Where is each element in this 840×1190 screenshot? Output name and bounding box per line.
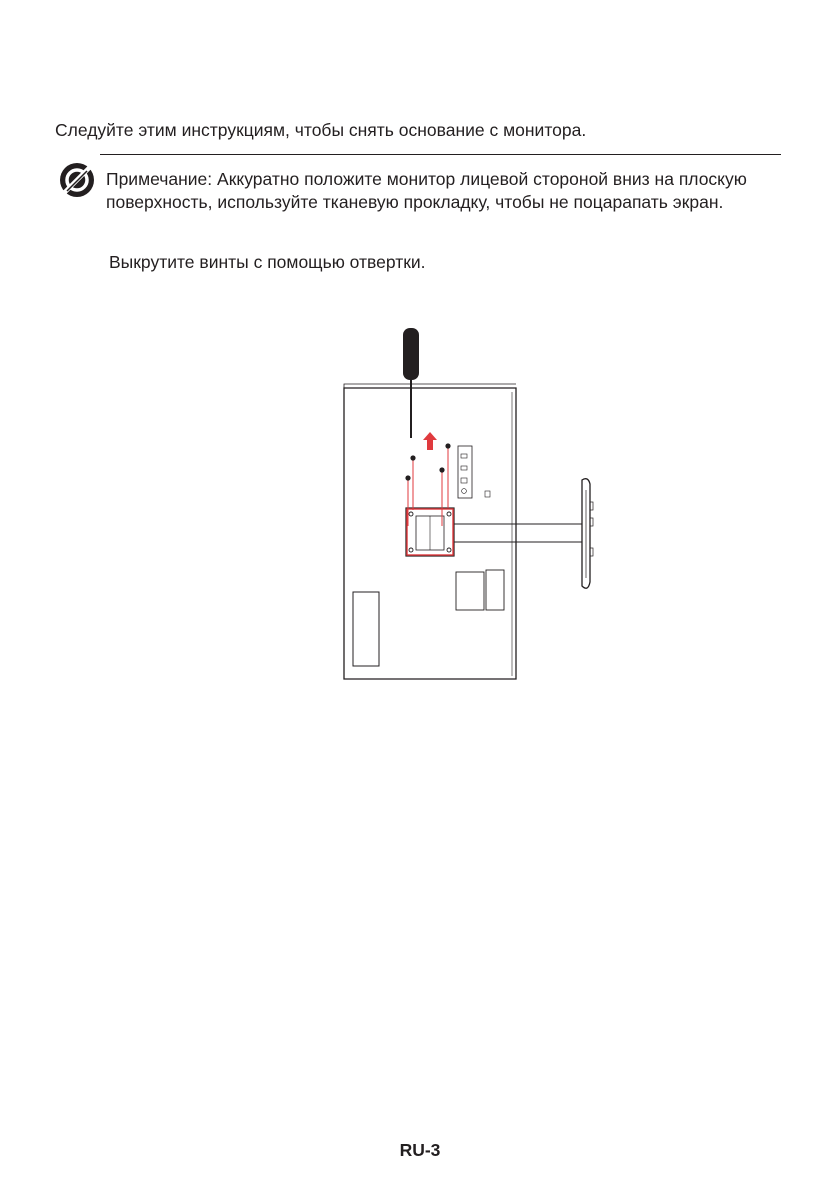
note-text: Примечание: Аккуратно положите монитор лицевой стороной вниз на плоскую поверхность, используйте тканевую прокладку, чтобы не поцарапать экран. [106,169,747,212]
step-text: Выкрутите винты с помощью отвертки. [109,252,426,272]
divider [100,154,781,155]
page-number: RU-3 [399,1140,441,1160]
intro-text: Следуйте этим инструкциям, чтобы снять основание с монитора. [55,120,587,140]
note-icon [58,161,96,199]
monitor-illustration [320,320,620,690]
